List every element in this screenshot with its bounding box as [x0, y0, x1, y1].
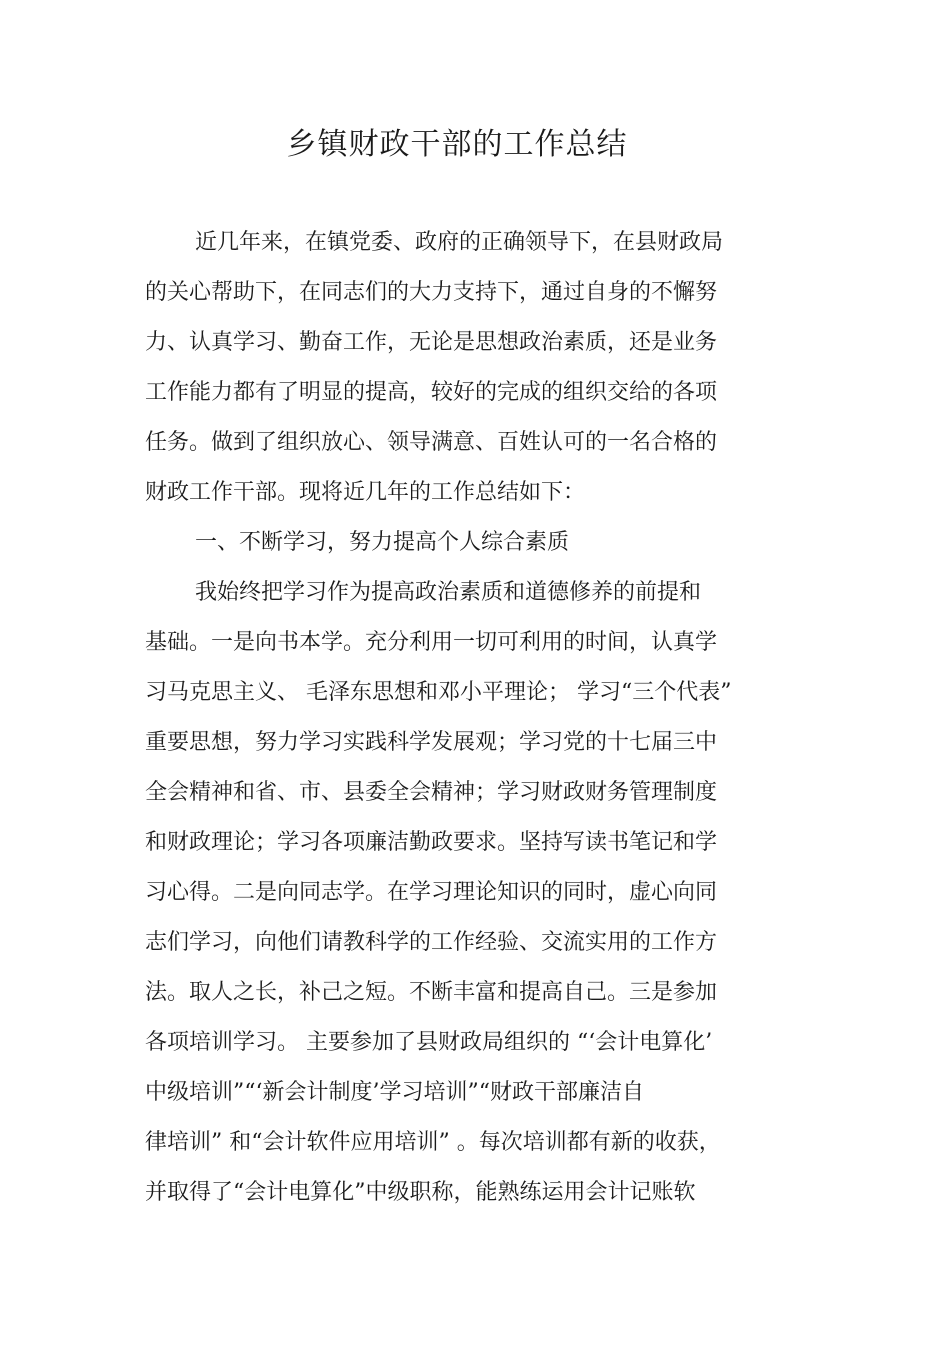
section-heading: 一、不断学习，努力提高个人综合素质	[195, 530, 570, 555]
body-line: 近几年来，在镇党委、政府的正确领导下，在县财政局	[195, 230, 724, 255]
body-line: 习心得。二是向同志学。在学习理论知识的同时，虚心向同	[145, 880, 718, 905]
body-line: 全会精神和省、市、县委全会精神；学习财政财务管理制度	[145, 780, 718, 805]
body-line: 各项培训学习。 主要参加了县财政局组织的 “‘会计电算化’	[145, 1030, 713, 1055]
body-line: 并取得了“会计电算化”中级职称，能熟练运用会计记账软	[145, 1180, 696, 1205]
body-line: 基础。一是向书本学。充分利用一切可利用的时间，认真学	[145, 630, 718, 655]
body-line: 法。取人之长，补己之短。不断丰富和提高自己。三是参加	[145, 980, 718, 1005]
body-line: 我始终把学习作为提高政治素质和道德修养的前提和	[195, 580, 702, 605]
body-line: 工作能力都有了明显的提高，较好的完成的组织交给的各项	[145, 380, 718, 405]
body-line: 习马克思主义、 毛泽东思想和邓小平理论； 学习“三个代表”	[145, 680, 732, 705]
body-line: 力、认真学习、勤奋工作，无论是思想政治素质，还是业务	[145, 330, 718, 355]
body-line: 和财政理论；学习各项廉洁勤政要求。坚持写读书笔记和学	[145, 830, 718, 855]
body-line: 重要思想，努力学习实践科学发展观；学习党的十七届三中	[145, 730, 718, 755]
body-line: 律培训” 和“会计软件应用培训” 。每次培训都有新的收获，	[145, 1130, 721, 1155]
body-line: 任务。做到了组织放心、领导满意、百姓认可的一名合格的	[145, 430, 718, 455]
body-line: 财政工作干部。现将近几年的工作总结如下：	[145, 480, 586, 505]
document-title: 乡镇财政干部的工作总结	[286, 127, 628, 162]
body-line: 中级培训”“‘新会计制度’学习培训”“财政干部廉洁自	[145, 1080, 644, 1105]
body-line: 志们学习，向他们请教科学的工作经验、交流实用的工作方	[145, 930, 718, 955]
body-line: 的关心帮助下，在同志们的大力支持下，通过自身的不懈努	[145, 280, 718, 305]
